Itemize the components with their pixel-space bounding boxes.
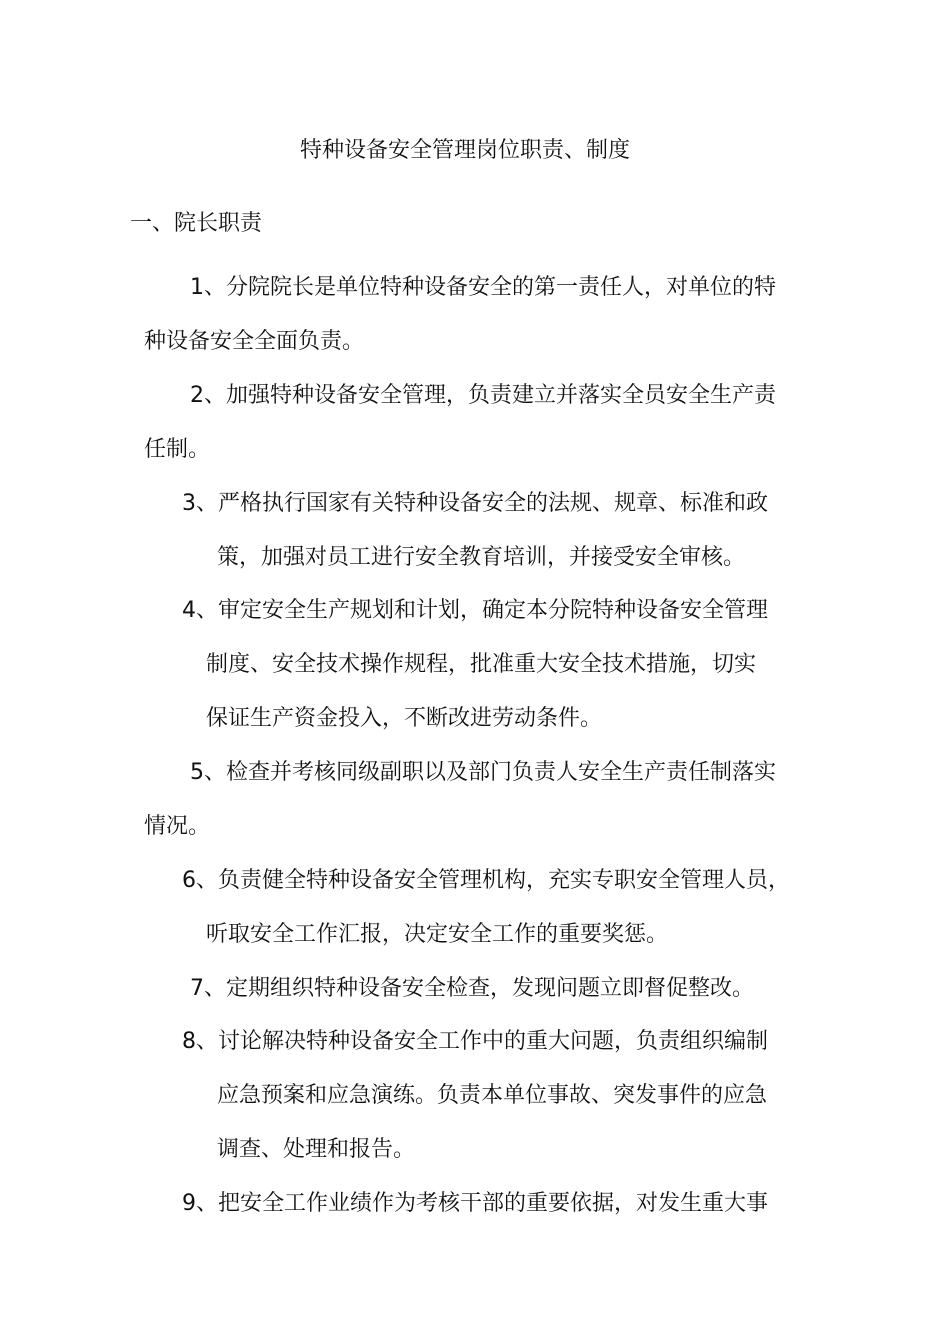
paragraph-line: 8、讨论解决特种设备安全工作中的重大问题，负责组织编制 [182, 1029, 768, 1054]
paragraph-line: 2、加强特种设备安全管理，负责建立并落实全员安全生产责 [190, 383, 776, 408]
paragraph-line: 1、分院院长是单位特种设备安全的第一责任人，对单位的特 [190, 275, 776, 300]
document-title: 特种设备安全管理岗位职责、制度 [299, 138, 630, 163]
paragraph-line: 种设备安全全面负责。 [144, 329, 365, 354]
paragraph-line: 任制。 [144, 437, 211, 462]
paragraph-line: 6、负责健全特种设备安全管理机构，充实专职安全管理人员， [182, 868, 790, 893]
paragraph-line: 5、检查并考核同级副职以及部门负责人安全生产责任制落实 [190, 760, 776, 785]
section-heading: 一、院长职责 [130, 211, 263, 236]
paragraph-line: 制度、安全技术操作规程，批准重大安全技术措施，切实 [206, 652, 757, 677]
paragraph-line: 保证生产资金投入，不断改进劳动条件。 [206, 706, 603, 731]
paragraph-line: 9、把安全工作业绩作为考核干部的重要依据，对发生重大事 [182, 1191, 768, 1216]
paragraph-line: 7、定期组织特种设备安全检查，发现问题立即督促整改。 [190, 976, 754, 1001]
paragraph-line: 听取安全工作汇报，决定安全工作的重要奖惩。 [206, 922, 669, 947]
paragraph-line: 调查、处理和报告。 [217, 1137, 416, 1162]
paragraph-line: 策，加强对员工进行安全教育培训，并接受安全审核。 [217, 545, 746, 570]
paragraph-line: 4、审定安全生产规划和计划，确定本分院特种设备安全管理 [182, 598, 768, 623]
paragraph-line: 情况。 [144, 814, 211, 839]
paragraph-line: 应急预案和应急演练。负责本单位事故、突发事件的应急 [217, 1083, 768, 1108]
paragraph-line: 3、严格执行国家有关特种设备安全的法规、规章、标准和政 [182, 491, 768, 516]
